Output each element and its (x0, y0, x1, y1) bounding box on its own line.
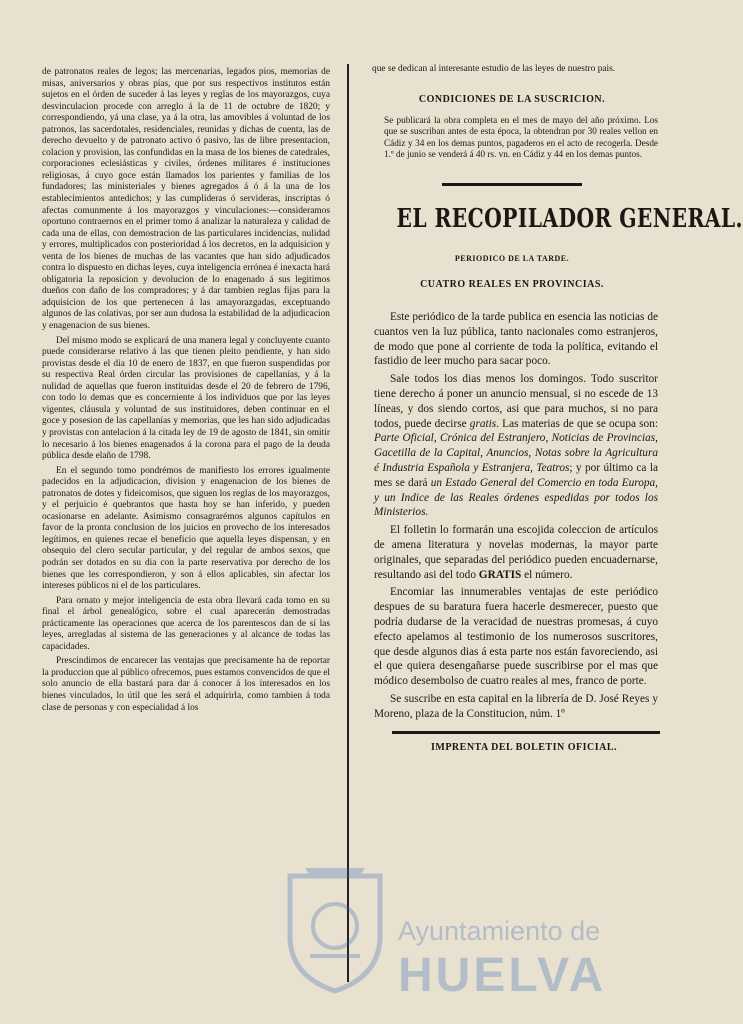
watermark-line-2: HUELVA (398, 949, 607, 1002)
column-divider (347, 64, 349, 982)
masthead-subtitle: PERIODICO DE LA TARDE. (454, 253, 570, 263)
coat-of-arms-icon (280, 856, 390, 996)
advert-paragraph-3 (374, 523, 658, 582)
advert-p2-sections: Parte Oficial, Crónica del Estranjero, Noticias de Provincias, Gacetilla de la Capital, Anuncios, Notas sobre la Agricultura é Industria Española y Estranjera, Teatros (374, 432, 658, 474)
advert-p2-text-b: . Las materias de que se ocupa son: (496, 417, 658, 430)
section-rule (442, 183, 582, 186)
advert-body (374, 310, 658, 722)
conditions-text: Se publicará la obra completa en el mes de mayo del año próximo. Los que se suscriban antes de esta época, la obtendran por 30 reales vellon en Cádiz y 34 en los demas puntos, pagaderos en el acto de recogerla. Desde 1.º de junio se venderá á 40 rs. vn. en Cádiz y 44 en los demas puntos. (384, 114, 658, 160)
advert-p3-text-a: El folletin lo formarán una escojida coleccion de artículos de amena literatura y novelas modernas, la mayor parte originales, que separadas del periódico pueden encuadernarse, resultando asi del todo (374, 524, 658, 581)
advert-p2-text-a: Sale todos los dias menos los domingos. Todo suscritor tiene derecho á poner un anuncio mensual, si no escede de 13 líneas, y dos siendo cortos, asi que para muchos, si no para todos, puede decirse (374, 373, 658, 430)
left-paragraph-1: de patronatos reales de legos; las mercenarias, legados pios, memorias de misas, aniversarios y obras pías, que por sus respectivos institutos están sujetos en el órden de suceder á las leyes y reglas de los mayorazgos, cuya desvinculacion procede con arreglo á la de 11 de octubre de 1820; y correspondiendo, yá una clase, ya á la otra, las amovibles á voluntad de los patronos, las sacerdotales, residenciales, reunidas y dichas de cuenta, las de derecho devuelto y de patronato activo ó pasivo, las de libre presentacion, colacion y provision, las confundidas en la masa de los bienes de catedrales, corporaciones eclesiásticas y civiles, órdenes militares é instituciones religiosas, á cuyo goce están llamados los parientes y familias de los fundadores; las ministeriales y bienes agregados á ó á la una de los establecimientos antedichos; y las cumplideras ó servideras, inscriptas ó afectas comunmente á los mayorazgos y vinculaciones:—consideramos oportuno contraernos en el primer tomo á analizar la naturaleza y calidad de cada una de ellas, con demostracion de las particulares incidencias, nulidad y errores, multiplicados con posterioridad á los decretos, en la adquisicion y venta de los bienes de muchas de las vacantes que han sido adjudicados contra lo dispuesto en dichas leyes, cuya inteligencia errónea é inexacta hará obligatoria la reposicion y devolucion de lo enagenado á sus legitimos dueños con daño de los compradores; y á dar tambien reglas fijas para la adquisicion de los que pertenecen á las amayorazgadas, exceptuando algunos de las colativas, por ser aun dudosa la estabilidad de la adjudicacion y enagenacion de sus bienes. (42, 67, 330, 332)
advert-paragraph-4: Encomiar las innumerables ventajas de este periódico despues de su baratura fuera hacerle desmerecer, puesto que podría dudarse de la veracidad de nuestras promesas, á cuyo efecto apelamos al testimonio de los numerosos suscritores, que desde algunos dias á esta parte nos están favoreciendo, asi el que quiera desengañarse puede suscribirse por el mas que módico desembolso de cuatro reales al mes, franco de porte. (374, 586, 658, 688)
left-paragraph-3: En el segundo tomo pondrémos de manifiesto los errores igualmente padecidos en la adjudicacion, division y enagenacion de los bienes de patronatos de dotes y fideicomisos, que siguen los reglas de los mayorazgos, y el perjuicio é quebrantos que hasta hoy se han inferido, y pueden ocasionarse en adelante. Asimismo consagrarémos algunos capítulos en favor de la pronta conclusion de los juicios en provecho de los interesados legítimos, en quienes recae el beneficio que aquella leyes dispensan, y en obsequio del clero secular particular, y del regular de ambos sexos, que podrán ser dotados en su dia con la parte reservativa por derecho de los bienes que les correspondieron, y son á ellos aplicables, sin afectar los intereses públicos ni el de los particulares. (42, 465, 330, 592)
bottom-rule (392, 731, 660, 734)
price-line: CUATRO REALES EN PROVINCIAS. (420, 278, 604, 290)
archive-watermark (280, 856, 660, 1006)
advert-paragraph-5: Se suscribe en esta capital en la librería de D. José Reyes y Moreno, plaza de la Constitucion, núm. 1º (374, 692, 658, 720)
watermark-line-1: Ayuntamiento de (398, 916, 601, 946)
advert-paragraph-1: Este periódico de la tarde publica en esencia las noticias de cuantos ven la luz pública, tanto nacionales como estranjeros, de modo que pone al corriente de toda la política, evitando el fastidio de leer mucho para sacar poco. (374, 310, 658, 368)
left-paragraph-4: Para ornato y mejor inteligencia de esta obra llevará cada tomo en su final el árbol genealógico, sobre el cual aparecerán demostradas prácticamente las operaciones que acerca de los parentescos dan de sí las leyes, arregladas al sistema de las generaciones y al alcance de todas las capacidades. (42, 595, 330, 652)
left-paragraph-2: Del mismo modo se explicará de una manera legal y concluyente cuanto puede considerarse relativo á las que tienen pleito pendiente, y han sido provistas desde el dia 10 de enero de 1837, en que fueron suspendidas por su respectiva Real órden circular las provisiones de capellanías, y á la nulidad de aquellas que fueron instituidas desde el 20 de febrero de 1796, con todo lo demas que es concerniente á los individuos que por las leyes vigentes, cláusula y voluntad de sus instituidores, deben continuar en el goce y posesion de las capellanías y memorias, que les han sido adjudicadas y provistas con antelacion á la citada ley de 19 de agosto de 1841, sin omitir lo necesario á los bienes enagenados á la corona para el pago de la deuda pública desde elaño de 1798. (42, 335, 330, 462)
advert-p2-extra: un Estado General del Comercio en toda Europa, y un Indice de las Reales órdenes espedidas por todos los Ministerios. (374, 476, 658, 519)
advert-p2-gratis: gratis (469, 417, 497, 430)
right-column (364, 62, 743, 992)
advert-paragraph-2 (374, 372, 658, 520)
advert-p3-text-b: el número. (521, 568, 573, 581)
continuation-text: que se dedican al interesante estudio de las leyes de nuestro pais. (372, 64, 616, 74)
left-column (42, 67, 330, 987)
left-paragraph-5: Prescindimos de encarecer las ventajas que precisamente ha de reportar la produccion que al público ofrecemos, pues estamos convencidos de que el solo anuncio de ella bastará para dar á conocer á los interesados en los bienes vinculados, lo útil que les será el adquirirla, como tambien á toda clase de personas y con especialidad á los (42, 656, 330, 713)
printer-imprint: IMPRENTA DEL BOLETIN OFICIAL. (430, 742, 617, 754)
masthead-title: EL RECOPILADOR GENERAL. (396, 203, 743, 234)
conditions-title: CONDICIONES DE LA SUSCRICION. (418, 93, 606, 105)
advert-p2-text-c: ; y por último ca la mes se dará (374, 461, 658, 489)
advert-p3-gratis: GRATIS (478, 568, 522, 581)
